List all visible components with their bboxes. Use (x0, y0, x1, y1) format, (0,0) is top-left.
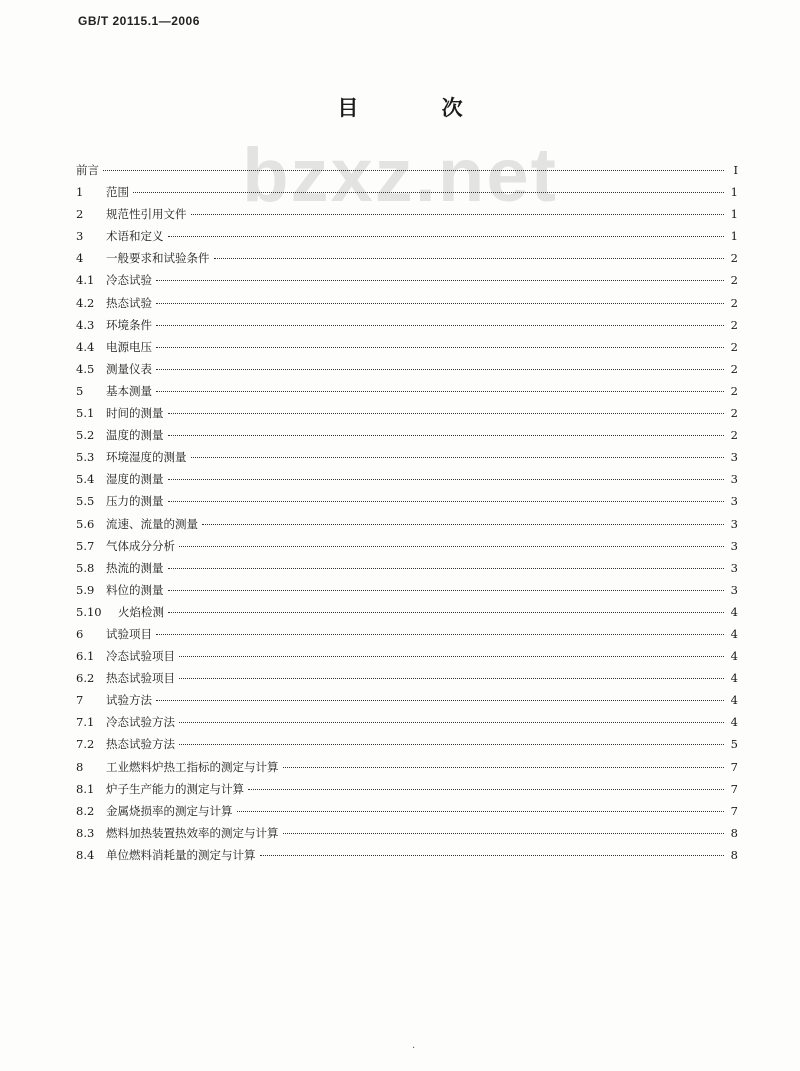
toc-entry-label: 测量仪表 (106, 361, 152, 376)
page-title: 目 次 (337, 95, 501, 120)
toc-entry-label: 试验方法 (106, 693, 152, 708)
toc-entry-page: 2 (730, 317, 738, 332)
toc-entry-label: 热态试验项目 (106, 671, 175, 686)
toc-leader-dots (179, 655, 724, 657)
toc-entry-number: 6 (76, 626, 84, 641)
toc-entry[interactable] (76, 844, 738, 866)
toc-entry-number: 6.2 (76, 671, 95, 686)
toc-entry-number: 5.5 (76, 494, 95, 509)
toc-entry-number: 3 (76, 229, 84, 244)
toc-entry-label: 金属烧损率的测定与计算 (106, 803, 233, 818)
toc-entry-number: 8.1 (76, 781, 95, 796)
toc-entry-label: 料位的测量 (106, 582, 164, 597)
toc-entry-number: 5.2 (76, 428, 95, 443)
toc-entry[interactable] (76, 756, 738, 778)
toc-entry[interactable] (76, 822, 738, 844)
toc-entry-label: 一般要求和试验条件 (106, 251, 210, 266)
toc-entry-page: 2 (730, 428, 738, 443)
toc-entry-number: 5.4 (76, 472, 95, 487)
toc-entry-number: 6.1 (76, 649, 95, 664)
toc-entry-label: 术语和定义 (106, 229, 164, 244)
toc-entry-page: 3 (730, 450, 738, 465)
toc-leader-dots (179, 677, 724, 679)
toc-entry-number: 8.3 (76, 825, 95, 840)
toc-entry-number: 2 (76, 207, 84, 222)
toc-entry-label: 流速、流量的测量 (106, 516, 198, 531)
toc-entry[interactable] (76, 269, 738, 291)
toc-entry-number: 5.1 (76, 406, 95, 421)
toc-entry-number: 7.1 (76, 715, 95, 730)
toc-leader-dots (168, 589, 725, 591)
toc-leader-dots (283, 832, 725, 834)
toc-entry-page: 7 (730, 781, 738, 796)
toc-entry-number: 5.8 (76, 560, 95, 575)
toc-entry[interactable] (76, 800, 738, 822)
toc-entry[interactable] (76, 490, 738, 512)
toc-entry-label: 燃料加热装置热效率的测定与计算 (106, 825, 279, 840)
toc-leader-dots (156, 368, 724, 370)
toc-entry-page: 8 (730, 847, 738, 862)
toc-leader-dots (168, 412, 725, 414)
toc-entry-label: 火焰检测 (118, 604, 164, 619)
toc-entry-number: 5.3 (76, 450, 95, 465)
toc-entry-number: 5 (76, 383, 84, 398)
toc-entry-label: 试验项目 (106, 626, 152, 641)
toc-leader-dots (156, 390, 724, 392)
toc-entry-number: 8 (76, 759, 84, 774)
toc-entry-page: 1 (730, 229, 738, 244)
toc-leader-dots (248, 788, 724, 790)
toc-entry-number: 1 (76, 185, 84, 200)
toc-leader-dots (103, 169, 724, 171)
toc-entry-number: 8.4 (76, 847, 95, 862)
toc-leader-dots (168, 434, 725, 436)
toc-entry-page: 4 (730, 649, 738, 664)
toc-entry[interactable] (76, 225, 738, 247)
toc-entry-page: 3 (730, 516, 738, 531)
toc-entry[interactable] (76, 535, 738, 557)
toc-entry[interactable] (76, 380, 738, 402)
toc-leader-dots (237, 810, 725, 812)
toc-entry-number: 7.2 (76, 737, 95, 752)
toc-entry-page: 4 (730, 671, 738, 686)
toc-entry-number: 4.3 (76, 317, 95, 332)
toc-leader-dots (168, 478, 725, 480)
toc-entry-number: 4 (76, 251, 84, 266)
toc-leader-dots (168, 611, 724, 613)
toc-entry[interactable] (76, 733, 738, 755)
toc-entry-number: 5.6 (76, 516, 95, 531)
toc-leader-dots (156, 633, 724, 635)
toc-entry-number: 8.2 (76, 803, 95, 818)
toc-entry[interactable] (76, 203, 738, 225)
toc-entry-page: 2 (730, 295, 738, 310)
table-of-contents (76, 159, 738, 866)
toc-entry-label: 环境湿度的测量 (106, 450, 187, 465)
toc-entry-page: 3 (730, 582, 738, 597)
toc-entry-page: 4 (730, 626, 738, 641)
toc-entry[interactable] (76, 424, 738, 446)
toc-entry-number: 4.1 (76, 273, 95, 288)
toc-entry-label: 前言 (76, 163, 99, 177)
toc-entry[interactable] (76, 181, 738, 203)
toc-entry-page: 2 (730, 383, 738, 398)
toc-entry-number: 5.10 (76, 604, 102, 619)
toc-entry-label: 热流的测量 (106, 560, 164, 575)
toc-leader-dots (156, 346, 724, 348)
toc-leader-dots (133, 191, 724, 193)
toc-leader-dots (179, 545, 724, 547)
toc-entry[interactable] (76, 711, 738, 733)
toc-entry-page: 1 (730, 185, 738, 200)
toc-entry[interactable] (76, 557, 738, 579)
toc-entry-number: 4.5 (76, 361, 95, 376)
toc-leader-dots (156, 302, 724, 304)
toc-entry-label: 炉子生产能力的测定与计算 (106, 781, 244, 796)
toc-entry-page: 3 (730, 538, 738, 553)
toc-entry-label: 热态试验方法 (106, 737, 175, 752)
toc-entry[interactable] (76, 247, 738, 269)
toc-leader-dots (179, 743, 724, 745)
page-footer-mark: · (412, 1043, 416, 1054)
toc-entry-label: 单位燃料消耗量的测定与计算 (106, 847, 256, 862)
toc-entry-page: 4 (730, 693, 738, 708)
toc-entry-page: 2 (730, 406, 738, 421)
toc-entry[interactable] (76, 468, 738, 490)
toc-entry[interactable] (76, 513, 738, 535)
toc-entry-page: 2 (730, 339, 738, 354)
toc-entry-label: 规范性引用文件 (106, 207, 187, 222)
toc-entry-page: I (733, 163, 738, 177)
toc-entry-label: 压力的测量 (106, 494, 164, 509)
toc-entry-number: 4.4 (76, 339, 95, 354)
toc-entry-label: 冷态试验 (106, 273, 152, 288)
toc-entry-label: 湿度的测量 (106, 472, 164, 487)
toc-entry-page: 2 (730, 273, 738, 288)
toc-entry[interactable] (76, 446, 738, 468)
toc-entry-page: 4 (730, 604, 738, 619)
toc-entry-label: 冷态试验方法 (106, 715, 175, 730)
toc-entry[interactable] (76, 601, 738, 623)
toc-leader-dots (214, 257, 725, 259)
toc-leader-dots (156, 324, 724, 326)
toc-leader-dots (191, 213, 725, 215)
toc-entry-label: 时间的测量 (106, 406, 164, 421)
toc-leader-dots (191, 456, 725, 458)
toc-leader-dots (283, 766, 725, 768)
toc-entry[interactable] (76, 336, 738, 358)
toc-entry-number: 5.7 (76, 538, 95, 553)
toc-entry-page: 2 (730, 361, 738, 376)
toc-entry-page: 7 (730, 759, 738, 774)
toc-entry-number: 5.9 (76, 582, 95, 597)
toc-leader-dots (168, 567, 725, 569)
watermark: bzxz.net (242, 133, 558, 218)
toc-entry-label: 范围 (106, 185, 129, 200)
toc-entry[interactable] (76, 159, 738, 181)
toc-entry-label: 工业燃料炉热工指标的测定与计算 (106, 759, 279, 774)
toc-entry-page: 8 (730, 825, 738, 840)
standard-number-header: GB/T 20115.1—2006 (78, 14, 200, 28)
toc-entry[interactable] (76, 645, 738, 667)
toc-entry-label: 电源电压 (106, 339, 152, 354)
toc-entry-page: 3 (730, 560, 738, 575)
toc-entry-page: 5 (730, 737, 738, 752)
toc-entry-label: 基本测量 (106, 383, 152, 398)
toc-entry[interactable] (76, 689, 738, 711)
toc-entry-label: 环境条件 (106, 317, 152, 332)
toc-entry-page: 3 (730, 472, 738, 487)
toc-entry[interactable] (76, 402, 738, 424)
toc-entry-label: 温度的测量 (106, 428, 164, 443)
toc-entry[interactable] (76, 314, 738, 336)
toc-entry-page: 1 (730, 207, 738, 222)
toc-entry-number: 4.2 (76, 295, 95, 310)
toc-entry-number: 7 (76, 693, 84, 708)
toc-leader-dots (202, 523, 724, 525)
toc-entry-label: 气体成分分析 (106, 538, 175, 553)
toc-leader-dots (260, 854, 725, 856)
toc-leader-dots (168, 500, 725, 502)
toc-leader-dots (179, 721, 724, 723)
toc-entry[interactable] (76, 579, 738, 601)
toc-leader-dots (168, 235, 725, 237)
toc-entry[interactable] (76, 667, 738, 689)
toc-entry[interactable] (76, 358, 738, 380)
toc-entry[interactable] (76, 292, 738, 314)
toc-entry-page: 4 (730, 715, 738, 730)
toc-entry-label: 冷态试验项目 (106, 649, 175, 664)
toc-entry[interactable] (76, 623, 738, 645)
toc-entry-page: 3 (730, 494, 738, 509)
toc-entry-page: 2 (730, 251, 738, 266)
toc-leader-dots (156, 279, 724, 281)
toc-entry-label: 热态试验 (106, 295, 152, 310)
toc-entry-page: 7 (730, 803, 738, 818)
toc-leader-dots (156, 699, 724, 701)
toc-entry[interactable] (76, 778, 738, 800)
